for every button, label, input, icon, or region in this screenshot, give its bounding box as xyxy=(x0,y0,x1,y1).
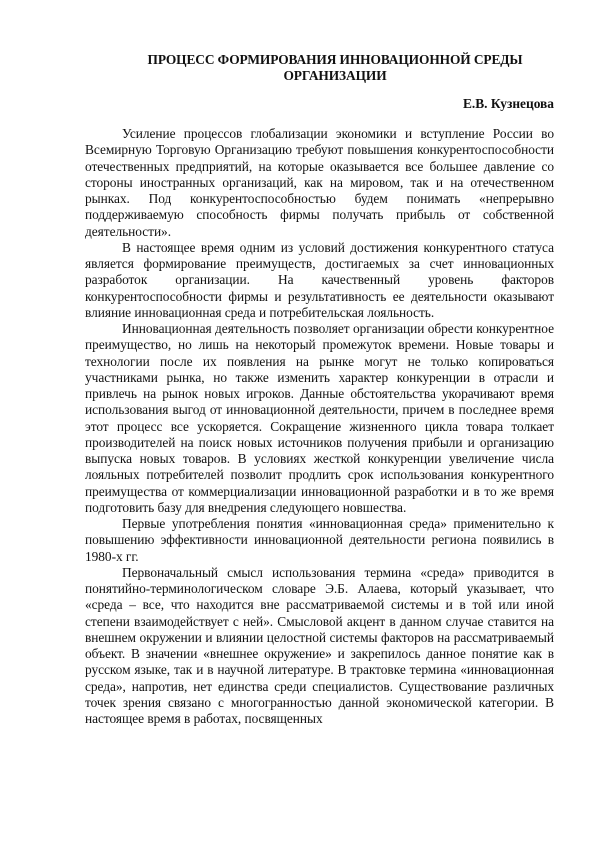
document-title-line-2: ОРГАНИЗАЦИИ xyxy=(283,68,387,83)
paragraph-1: Усиление процессов глобализации экономики и вступление России во Всемирную Торговую Организацию требуют повышения конкурентоспособности отечественных предприятий, на которые оказывается все большее давление со стороны иностранных организаций, как на мировом, так и на отечественном рынках. Под конкурентоспособностью будем понимать «непрерывно поддерживаемую способность фирмы получать прибыль от собственной деятельности». xyxy=(85,126,554,239)
paragraph-4: Первые употребления понятия «инновационная среда» применительно к повышению эффективности инновационной деятельности региона появились в 1980-х гг. xyxy=(85,516,554,564)
paragraph-3: Инновационная деятельность позволяет организации обрести конкурентное преимущество, но лишь на некоторый промежуток времени. Новые товары и технологии после их появления на рынке могут не только копироваться участниками рынка, но также изменить характер конкуренции в отрасли и привлечь на рынок новых игроков. Данные обстоятельства укорачивают время использования выгод от инновационной деятельности, причем в последнее время этот процесс все ускоряется. Сокращение жизненного цикла товара толкает производителей на поиск новых источников получения прибыли и организацию выпуска новых товаров. В условиях жесткой конкуренции увеличение числа лояльных потребителей позволит продлить срок использования конкурентного преимущества от коммерциализации инновационной разработки и в то же время подготовить базу для внедрения следующего новшества. xyxy=(85,321,554,515)
paragraph-2: В настоящее время одним из условий достижения конкурентного статуса является формирование преимуществ, достигаемых за счет инновационных разработок организации. На качественный уровень факторов конкурентоспособности фирмы и результативность ее деятельности оказывают влияние инновационная среда и потребительская лояльность. xyxy=(85,239,554,320)
author-name: Е.В. Кузнецова xyxy=(462,96,554,111)
document-title xyxy=(120,52,550,84)
document-body xyxy=(85,126,554,727)
document-title-line-1: ПРОЦЕСС ФОРМИРОВАНИЯ ИННОВАЦИОННОЙ СРЕДЫ xyxy=(147,52,523,67)
paragraph-5: Первоначальный смысл использования термина «среда» приводится в понятийно-терминологическом словаре Э.Б. Алаева, который указывает, что «среда – все, что находится вне рассматриваемой системы и в той или иной степени взаимодействует с ней». Смысловой акцент в данном случае ставится на внешнем окружении и влиянии целостной системы факторов на рассматриваемый объект. В значении «внешнее окружение» и закрепилось данное понятие как в русском языке, так и в научной литературе. В трактовке термина «инновационная среда», напротив, нет единства среди специалистов. Существование различных точек зрения связано с многогранностью данной экономической категории. В настоящее время в работах, посвященных xyxy=(85,564,554,726)
